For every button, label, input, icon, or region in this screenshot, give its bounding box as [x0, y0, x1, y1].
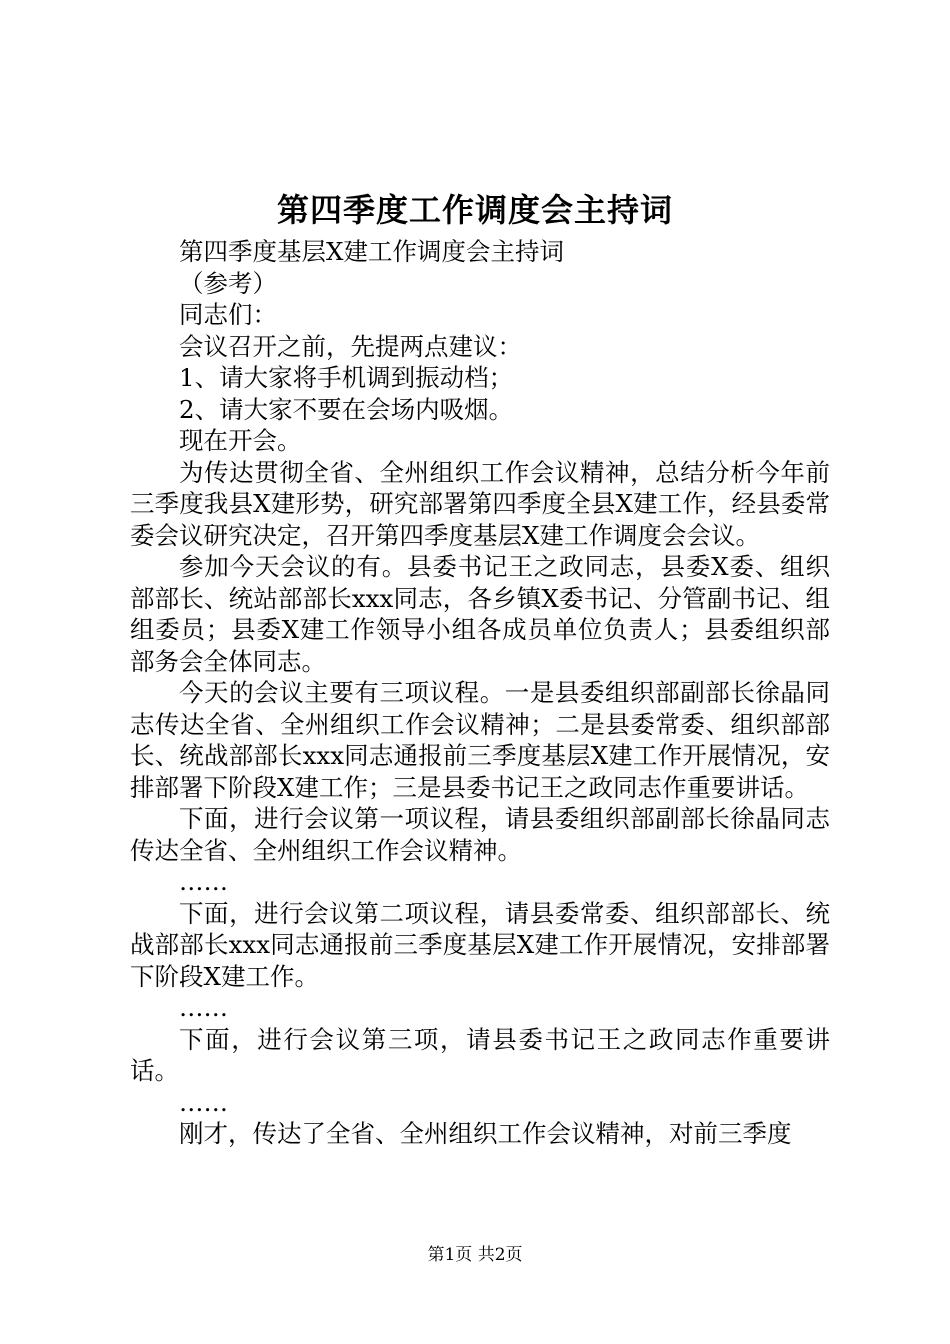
paragraph-ellipsis-1: …… — [179, 867, 228, 896]
paragraph-ellipsis-2: …… — [179, 993, 228, 1022]
paragraph-suggestion-1: 1、请大家将手机调到振动档； — [179, 363, 514, 392]
paragraph-ellipsis-3: …… — [179, 1087, 228, 1117]
document-title: 第四季度工作调度会主持词 — [276, 191, 673, 229]
paragraph-agenda-item-1: 下面，进行会议第一项议程，请县委组织部副部长徐晶同志传达全省、全州组织工作会议精神。 — [130, 804, 830, 865]
paragraph-salutation: 同志们： — [179, 300, 277, 329]
paragraph-agenda-item-2: 下面，进行会议第二项议程，请县委常委、组织部部长、统战部部长xxx同志通报前三季度基层X建工作开展情况，安排部署下阶段X建工作。 — [130, 898, 830, 991]
paragraph-meeting-start: 现在开会。 — [179, 426, 302, 455]
document-body — [130, 236, 830, 1150]
paragraph-agenda: 今天的会议主要有三项议程。一是县委组织部副部长徐晶同志传达全省、全州组织工作会议精神；二是县委常委、组织部部长、统战部部长xxx同志通报前三季度基层X建工作开展情况，安排部署下阶段X建工作；三是县委书记王之政同志作重要讲话。 — [130, 678, 830, 802]
paragraph-purpose: 为传达贯彻全省、全州组织工作会议精神，总结分析今年前三季度我县X建形势，研究部署第四季度全县X建工作，经县委常委会议研究决定，召开第四季度基层X建工作调度会会议。 — [130, 457, 830, 550]
paragraph-subtitle: 第四季度基层X建工作调度会主持词 — [179, 237, 564, 266]
paragraph-reference-note: （参考） — [179, 268, 277, 298]
paragraph-summary: 刚才，传达了全省、全州组织工作会议精神，对前三季度 — [179, 1119, 792, 1148]
paragraph-suggestions-intro: 会议召开之前，先提两点建议： — [179, 331, 522, 361]
page-footer: 第1页 共2页 — [427, 1245, 523, 1265]
paragraph-suggestion-2: 2、请大家不要在会场内吸烟。 — [179, 394, 514, 424]
paragraph-attendees: 参加今天会议的有。县委书记王之政同志，县委X委、组织部部长、统站部部长xxx同志，各乡镇X委书记、分管副书记、组组委员；县委X建工作领导小组各成员单位负责人；县委组织部部务会全体同志。 — [130, 552, 830, 676]
paragraph-agenda-item-3: 下面，进行会议第三项，请县委书记王之政同志作重要讲话。 — [130, 1024, 830, 1085]
